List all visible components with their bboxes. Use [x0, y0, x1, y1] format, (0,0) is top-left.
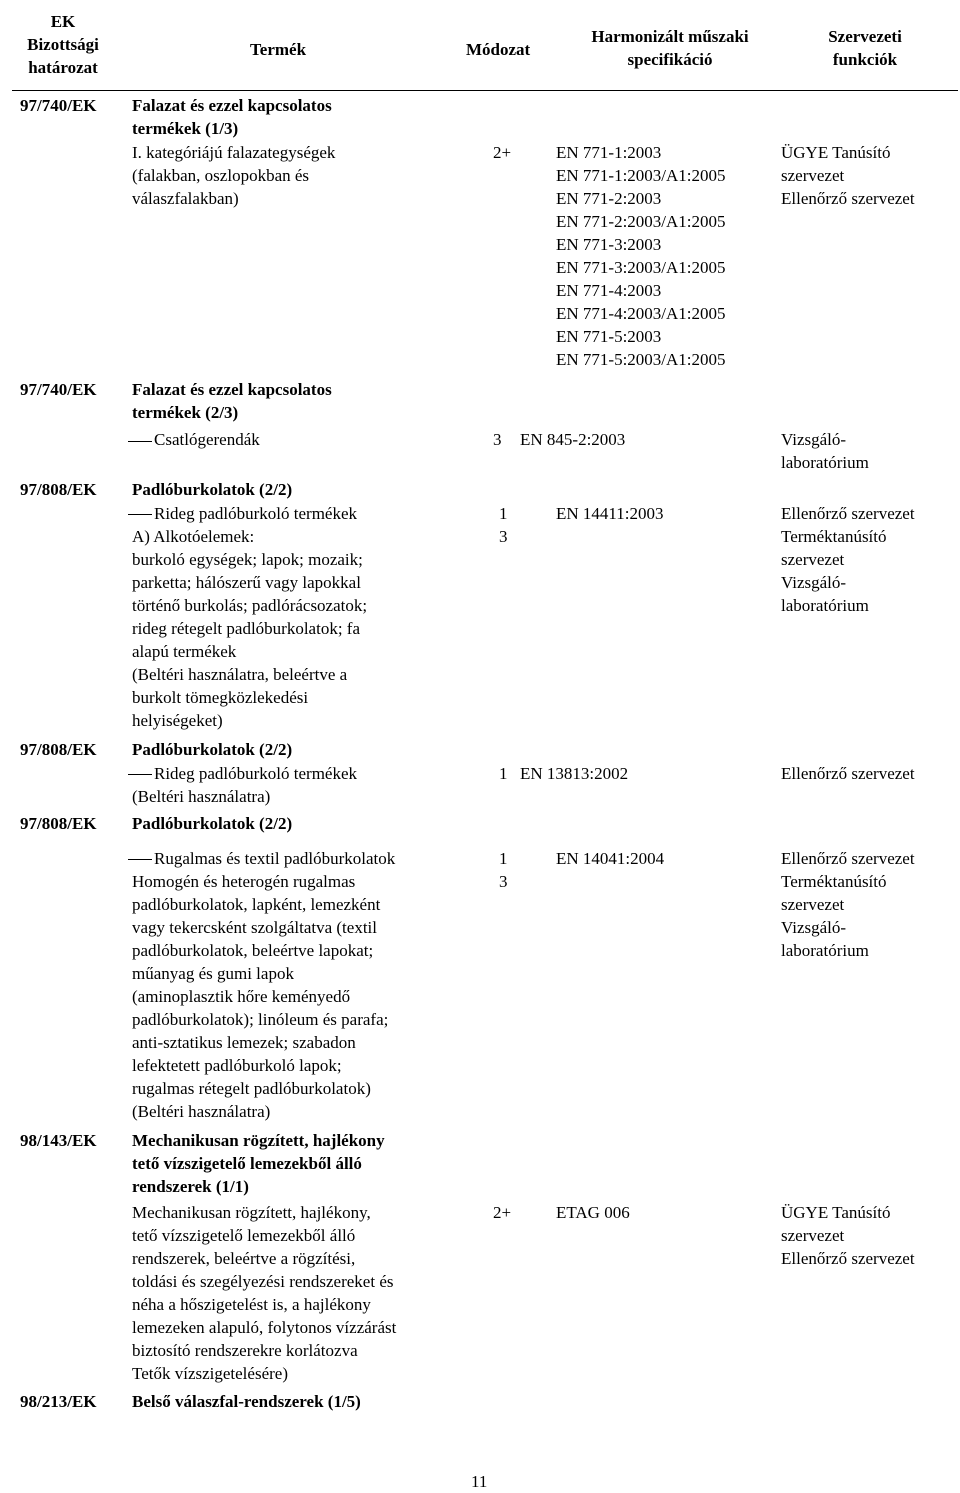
functions-text: Vizsgáló- laboratórium [781, 430, 869, 472]
group-title: Padlóburkolatok (2/2) [132, 740, 293, 759]
functions-text: ÜGYE Tanúsító szervezet Ellenőrző szervezet [781, 143, 915, 208]
decision-code: 97/808/EK [20, 814, 97, 833]
spec-list: EN 771-1:2003 EN 771-1:2003/A1:2005 EN 771-2:2003 EN 771-2:2003/A1:2005 EN 771-3:2003 EN 771-3:2003/A1:2005 EN 771-4:2003 EN 771-4:2003/A1:2005 EN 771-5:2003 EN 771-5:2003/A1:2005 [556, 143, 726, 369]
functions-text: Ellenőrző szervezet Terméktanúsító szervezet Vizsgáló- laboratórium [781, 504, 915, 615]
dash-marker [128, 441, 152, 442]
mode-value: 1 [499, 764, 508, 783]
page-number: 11 [471, 1472, 488, 1491]
header-col-decision: EK Bizottsági határozat [27, 12, 99, 77]
group-title: Falazat és ezzel kapcsolatos termékek (2/3) [132, 380, 332, 422]
decision-code: 98/213/EK [20, 1392, 97, 1411]
product-line [128, 428, 260, 451]
product-text: Mechanikusan rögzített, hajlékony, tető vízszigetelő lemezekből álló rendszerek, beleértve a rögzítési, toldási és szegélyezési rendszereket és néha a hőszigetelést is, a hajlékony lemezeken alapuló, folytonos vízzárást biztosító rendszerekre korlátozva Tetők vízszigetelésére) [132, 1203, 397, 1383]
product-text: Rugalmas és textil padlóburkolatok Homogén és heterogén rugalmas padlóburkolatok, lapként, lemezként vagy tekercsként szolgáltatva (textil padlóburkolatok, beleértve lapokat; műanyag és gumi lapok (aminoplasztik hőre keményedő padlóburkolatok); linóleum és parafa; anti-sztatikus lemezek; szabadon lefektetett padlóburkoló lapok; rugalmas rétegelt padlóburkolatok) (Beltéri használatra) [132, 849, 396, 1121]
header-col-product: Termék [250, 40, 307, 59]
header-col-functions: Szervezeti funkciók [828, 27, 902, 69]
product-text: Rideg padlóburkoló termékek (Beltéri használatra) [132, 764, 358, 806]
mode-value: 1 3 [499, 849, 508, 891]
decision-code: 97/808/EK [20, 740, 97, 759]
product-text: Rideg padlóburkoló termékek A) Alkotóelemek: burkoló egységek; lapok; mozaik; parketta; hálószerű vagy lapokkal történő burkolás; padlórácsozatok; rideg rétegelt padlóburkolatok; fa alapú termékek (Beltéri használatra, beleértve a burkolt tömegközlekedési helyiségeket) [132, 504, 368, 730]
decision-code: 97/740/EK [20, 96, 97, 115]
functions-text: Ellenőrző szervezet Terméktanúsító szervezet Vizsgáló- laboratórium [781, 849, 915, 960]
product-text: I. kategóriájú falazategységek (falakban, oszlopokban és válaszfalakban) [132, 143, 336, 208]
product-text: Csatlógerendák [154, 430, 260, 449]
decision-code: 97/740/EK [20, 380, 97, 399]
header-col-spec: Harmonizált műszaki specifikáció [591, 27, 749, 69]
spec-value: ETAG 006 [556, 1203, 630, 1222]
mode-value: 2+ [493, 143, 512, 162]
group-title: Belső válaszfal-rendszerek (1/5) [132, 1392, 361, 1411]
mode-value: 1 3 [499, 504, 508, 546]
mode-value: 3 [493, 430, 502, 449]
decision-code: 98/143/EK [20, 1131, 97, 1150]
decision-code: 97/808/EK [20, 480, 97, 499]
spec-value: EN 13813:2002 [520, 764, 629, 783]
group-title: Mechanikusan rögzített, hajlékony tető vízszigetelő lemezekből álló rendszerek (1/1) [132, 1131, 385, 1196]
header-col-mode: Módozat [466, 40, 531, 59]
spec-value: EN 14411:2003 [556, 504, 664, 523]
header-divider [12, 90, 958, 91]
group-title: Falazat és ezzel kapcsolatos termékek (1/3) [132, 96, 332, 138]
group-title: Padlóburkolatok (2/2) [132, 814, 293, 833]
functions-text: Ellenőrző szervezet [781, 764, 915, 783]
spec-value: EN 845-2:2003 [520, 430, 626, 449]
spec-value: EN 14041:2004 [556, 849, 665, 868]
functions-text: ÜGYE Tanúsító szervezet Ellenőrző szervezet [781, 1203, 915, 1268]
mode-value: 2+ [493, 1203, 512, 1222]
group-title: Padlóburkolatok (2/2) [132, 480, 293, 499]
